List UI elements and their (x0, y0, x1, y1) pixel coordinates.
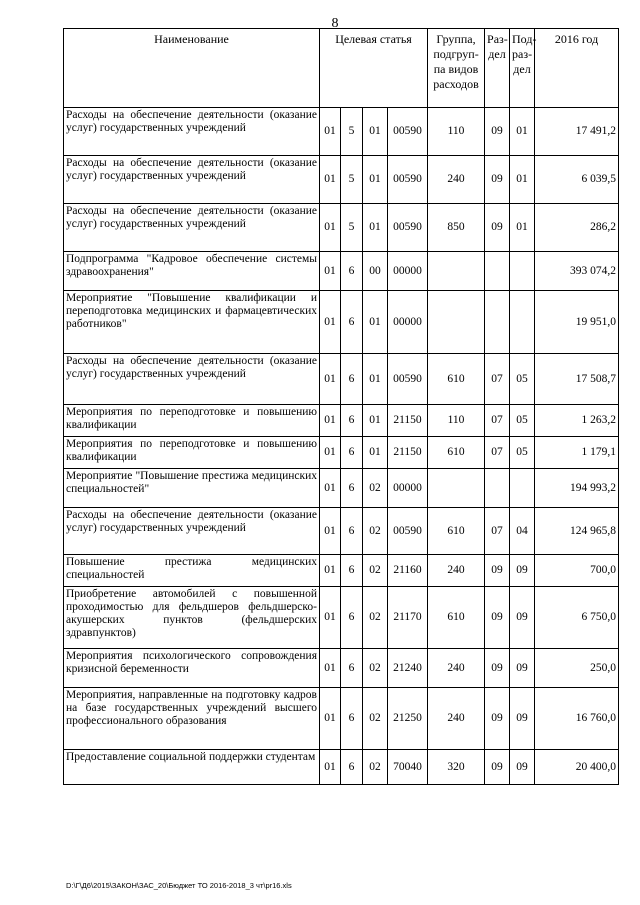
row-target-1: 01 (320, 555, 341, 587)
table-row (64, 649, 619, 688)
row-target-2: 6 (341, 649, 363, 688)
row-group: 240 (428, 555, 485, 587)
row-target-4: 00590 (388, 108, 428, 156)
row-target-4: 21150 (388, 437, 428, 469)
row-section: 09 (485, 750, 510, 785)
row-name: Подпрограмма "Кадровое обеспечение системы здравоохранения" (64, 252, 320, 291)
row-target-2: 6 (341, 354, 363, 405)
table-row (64, 587, 619, 649)
row-subsection (510, 291, 535, 354)
row-target-1: 01 (320, 649, 341, 688)
row-target-3: 02 (363, 555, 388, 587)
row-target-3: 01 (363, 156, 388, 204)
file-path-footer: D:\Г\Д6\2015\ЗАКОН\ЗАС_20\Бюджет ТО 2016-2018_3 чт\pr16.xls (66, 881, 292, 890)
row-target-2: 6 (341, 750, 363, 785)
row-target-4: 70040 (388, 750, 428, 785)
row-section: 09 (485, 555, 510, 587)
row-section: 09 (485, 587, 510, 649)
row-target-3: 02 (363, 688, 388, 750)
table-row (64, 156, 619, 204)
header-group: Группа, подгруп-па видов расходов (428, 29, 485, 108)
row-target-4: 21160 (388, 555, 428, 587)
row-name: Мероприятие "Повышение престижа медицинских специальностей" (64, 469, 320, 508)
row-group: 240 (428, 688, 485, 750)
row-amount: 194 993,2 (535, 469, 619, 508)
row-section: 09 (485, 156, 510, 204)
table-row (64, 688, 619, 750)
row-target-4: 00000 (388, 469, 428, 508)
row-subsection (510, 252, 535, 291)
row-subsection: 09 (510, 688, 535, 750)
row-group: 610 (428, 354, 485, 405)
table-row (64, 291, 619, 354)
row-target-3: 00 (363, 252, 388, 291)
row-section: 09 (485, 649, 510, 688)
row-target-2: 6 (341, 405, 363, 437)
row-subsection: 09 (510, 649, 535, 688)
row-target-1: 01 (320, 750, 341, 785)
table-row (64, 508, 619, 555)
row-target-4: 00590 (388, 204, 428, 252)
row-target-1: 01 (320, 291, 341, 354)
table-row (64, 555, 619, 587)
row-name: Повышение престижа медицинских специальностей (64, 555, 320, 587)
header-name: Наименование (64, 29, 320, 108)
row-target-1: 01 (320, 469, 341, 508)
row-target-1: 01 (320, 587, 341, 649)
row-target-3: 01 (363, 354, 388, 405)
row-group: 610 (428, 508, 485, 555)
row-target-2: 6 (341, 555, 363, 587)
row-subsection: 01 (510, 108, 535, 156)
row-amount: 20 400,0 (535, 750, 619, 785)
row-subsection: 05 (510, 405, 535, 437)
table-row (64, 469, 619, 508)
row-section (485, 469, 510, 508)
row-target-1: 01 (320, 108, 341, 156)
row-target-2: 6 (341, 437, 363, 469)
row-section (485, 252, 510, 291)
row-target-1: 01 (320, 508, 341, 555)
table-row (64, 108, 619, 156)
header-subsection: Под-раз-дел (510, 29, 535, 108)
row-group (428, 252, 485, 291)
header-target: Целевая статья (320, 29, 428, 108)
row-name: Расходы на обеспечение деятельности (оказание услуг) государственных учреждений (64, 354, 320, 405)
table-row (64, 437, 619, 469)
row-section: 09 (485, 688, 510, 750)
row-group: 240 (428, 156, 485, 204)
row-amount: 17 491,2 (535, 108, 619, 156)
row-group: 610 (428, 587, 485, 649)
row-name: Мероприятия, направленные на подготовку кадров на базе государственных учреждений высшего профессионального образования (64, 688, 320, 750)
table-row (64, 252, 619, 291)
row-section: 07 (485, 508, 510, 555)
row-section: 09 (485, 108, 510, 156)
row-name: Мероприятия по переподготовке и повышению квалификации (64, 437, 320, 469)
row-section: 07 (485, 405, 510, 437)
row-subsection: 05 (510, 354, 535, 405)
row-name: Предоставление социальной поддержки студентам (64, 750, 320, 785)
row-subsection: 04 (510, 508, 535, 555)
row-section: 07 (485, 354, 510, 405)
row-section: 09 (485, 204, 510, 252)
row-target-4: 21250 (388, 688, 428, 750)
row-target-1: 01 (320, 204, 341, 252)
row-target-1: 01 (320, 405, 341, 437)
budget-table (63, 28, 619, 785)
header-row (64, 29, 619, 108)
row-amount: 17 508,7 (535, 354, 619, 405)
row-amount: 1 179,1 (535, 437, 619, 469)
row-section (485, 291, 510, 354)
row-subsection: 09 (510, 555, 535, 587)
header-section: Раз-дел (485, 29, 510, 108)
row-target-2: 6 (341, 688, 363, 750)
row-group: 610 (428, 437, 485, 469)
table-body (64, 108, 619, 785)
row-target-3: 02 (363, 508, 388, 555)
row-amount: 19 951,0 (535, 291, 619, 354)
row-target-4: 00590 (388, 354, 428, 405)
row-target-3: 01 (363, 108, 388, 156)
row-target-2: 6 (341, 291, 363, 354)
row-target-4: 21240 (388, 649, 428, 688)
row-target-1: 01 (320, 354, 341, 405)
row-target-1: 01 (320, 437, 341, 469)
row-target-3: 02 (363, 750, 388, 785)
row-group (428, 469, 485, 508)
row-amount: 124 965,8 (535, 508, 619, 555)
row-amount: 286,2 (535, 204, 619, 252)
row-group: 110 (428, 108, 485, 156)
row-target-1: 01 (320, 688, 341, 750)
row-subsection: 09 (510, 750, 535, 785)
row-target-2: 5 (341, 204, 363, 252)
row-target-3: 02 (363, 587, 388, 649)
table-row (64, 405, 619, 437)
table-row (64, 750, 619, 785)
row-target-4: 00000 (388, 291, 428, 354)
row-target-2: 6 (341, 508, 363, 555)
table-row (64, 204, 619, 252)
row-subsection: 01 (510, 204, 535, 252)
row-name: Мероприятия психологического сопровождения кризисной беременности (64, 649, 320, 688)
row-target-1: 01 (320, 156, 341, 204)
row-name: Приобретение автомобилей с повышенной проходимостью для фельдшеров фельдшерско-акушерских пунктов (фельдшерских здравпунктов) (64, 587, 320, 649)
row-target-2: 6 (341, 587, 363, 649)
row-target-4: 00000 (388, 252, 428, 291)
row-group: 240 (428, 649, 485, 688)
table-row (64, 354, 619, 405)
row-target-3: 02 (363, 469, 388, 508)
row-name: Расходы на обеспечение деятельности (оказание услуг) государственных учреждений (64, 108, 320, 156)
row-target-1: 01 (320, 252, 341, 291)
row-target-3: 01 (363, 204, 388, 252)
row-subsection: 09 (510, 587, 535, 649)
row-amount: 700,0 (535, 555, 619, 587)
row-target-4: 21150 (388, 405, 428, 437)
row-amount: 250,0 (535, 649, 619, 688)
row-name: Мероприятие "Повышение квалификации и переподготовка медицинских и фармацевтических работников" (64, 291, 320, 354)
row-target-2: 6 (341, 469, 363, 508)
row-target-4: 21170 (388, 587, 428, 649)
row-group: 850 (428, 204, 485, 252)
row-name: Расходы на обеспечение деятельности (оказание услуг) государственных учреждений (64, 204, 320, 252)
row-target-3: 02 (363, 649, 388, 688)
row-amount: 6 750,0 (535, 587, 619, 649)
row-target-4: 00590 (388, 156, 428, 204)
row-target-2: 6 (341, 252, 363, 291)
row-amount: 1 263,2 (535, 405, 619, 437)
row-target-3: 01 (363, 405, 388, 437)
row-section: 07 (485, 437, 510, 469)
row-name: Расходы на обеспечение деятельности (оказание услуг) государственных учреждений (64, 156, 320, 204)
row-amount: 393 074,2 (535, 252, 619, 291)
row-subsection (510, 469, 535, 508)
row-target-2: 5 (341, 156, 363, 204)
row-amount: 16 760,0 (535, 688, 619, 750)
page-number: 8 (331, 16, 339, 31)
row-target-3: 01 (363, 291, 388, 354)
row-target-4: 00590 (388, 508, 428, 555)
row-subsection: 01 (510, 156, 535, 204)
row-group (428, 291, 485, 354)
row-group: 110 (428, 405, 485, 437)
row-target-2: 5 (341, 108, 363, 156)
row-name: Мероприятия по переподготовке и повышению квалификации (64, 405, 320, 437)
row-amount: 6 039,5 (535, 156, 619, 204)
row-target-3: 01 (363, 437, 388, 469)
row-name: Расходы на обеспечение деятельности (оказание услуг) государственных учреждений (64, 508, 320, 555)
row-group: 320 (428, 750, 485, 785)
header-year: 2016 год (535, 29, 619, 108)
row-subsection: 05 (510, 437, 535, 469)
